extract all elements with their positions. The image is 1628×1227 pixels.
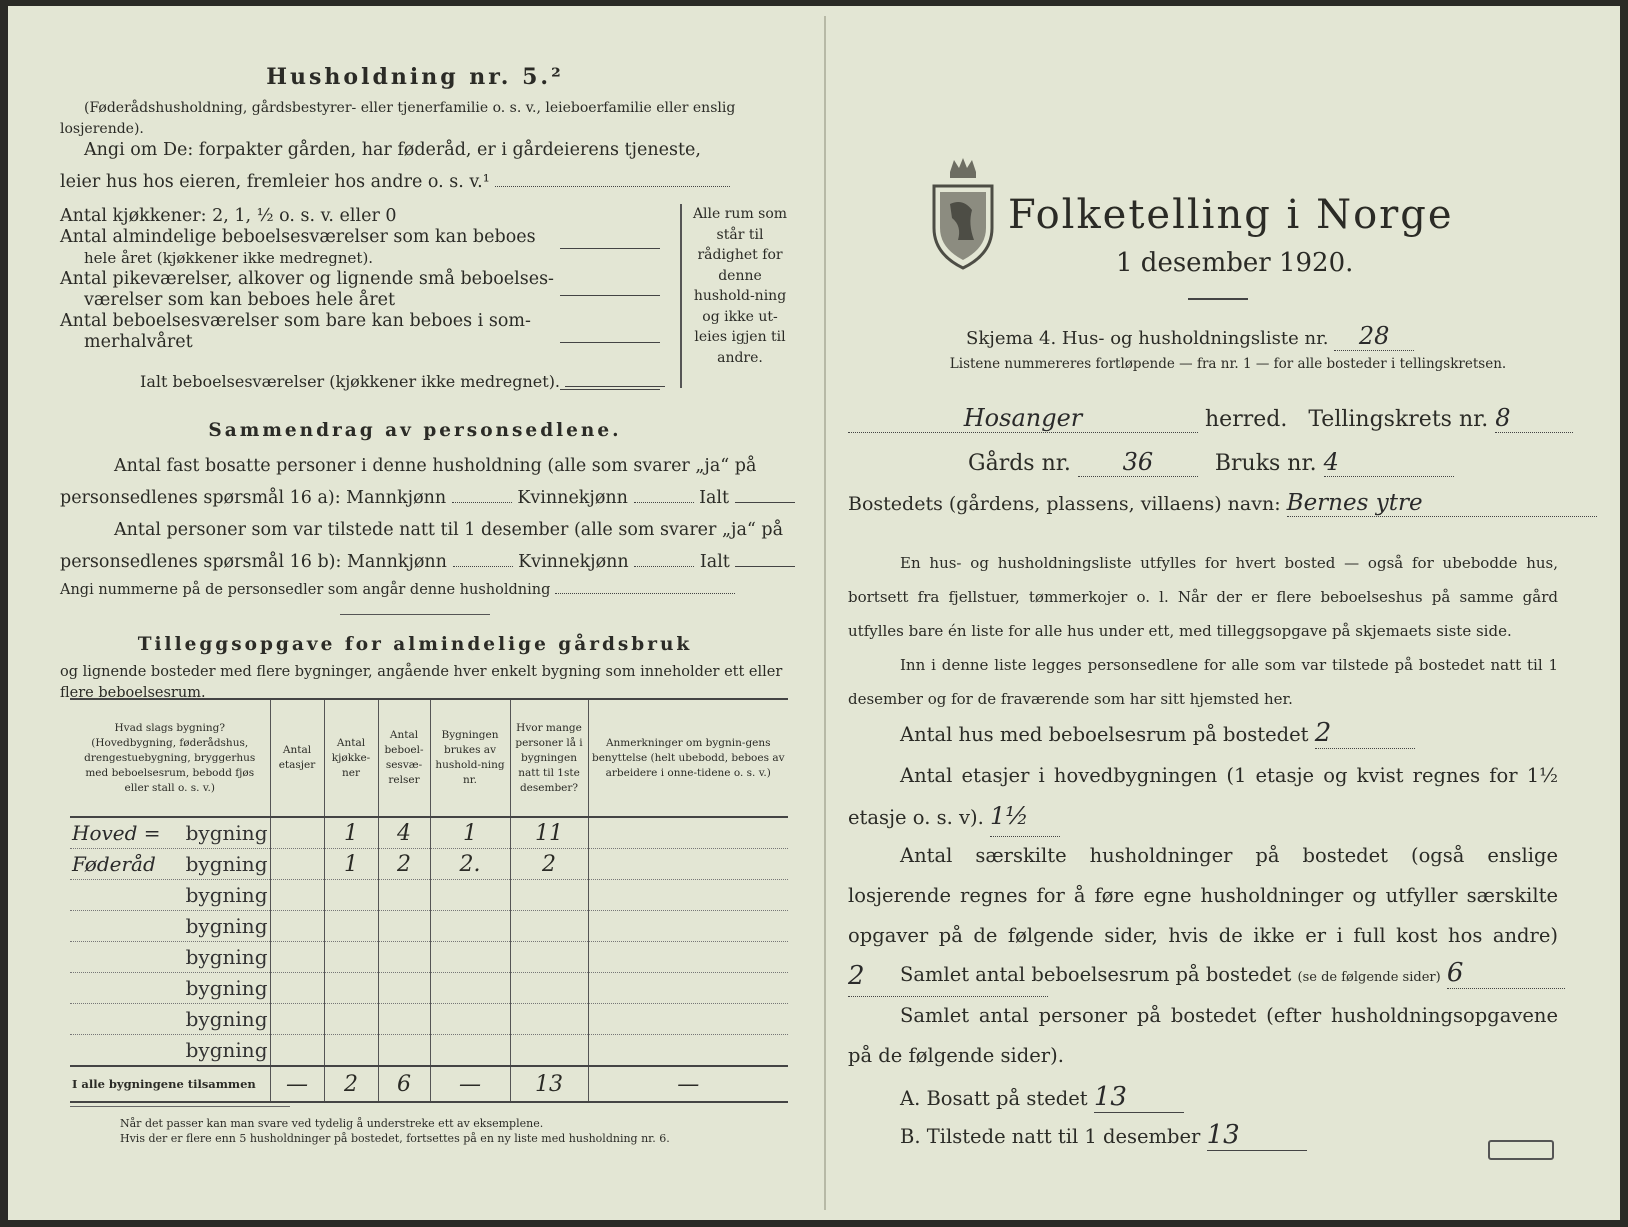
- a-row: [900, 1082, 1184, 1113]
- building-name-cell[interactable]: [70, 942, 270, 973]
- households-label: Antal særskilte husholdninger på bostedet (også enslige losjerende regnes for å føre egne husholdninger og utfyller særskilte opgaver på de følgende sider, hvis de ikke er i full kost hos andre): [848, 844, 1558, 947]
- building-rows: [70, 817, 788, 1102]
- numbers-answer[interactable]: [555, 593, 735, 594]
- present-total[interactable]: [735, 566, 795, 567]
- bygning-label: bygning: [185, 1006, 268, 1031]
- footnote-divider: [70, 1106, 290, 1107]
- table-row: [70, 973, 788, 1004]
- schema-label: Skjema 4. Hus- og husholdningsliste nr.: [966, 328, 1329, 349]
- numbers-label: Angi nummerne på de personsedler som angår denne husholdning: [60, 582, 551, 598]
- household-cell[interactable]: [430, 1004, 510, 1035]
- household-title: Husholdning nr. 5.²: [266, 64, 564, 90]
- numbers-row: [60, 582, 735, 598]
- numbering-note: Listene nummereres fortløpende — fra nr. 1 — for alle bosteder i tellingskretsen.: [949, 356, 1507, 372]
- household-question-2: leier hus hos eieren, fremleier hos andre o. s. v.¹: [60, 172, 490, 192]
- resident-female[interactable]: [634, 502, 694, 503]
- instruction-2: Inn i denne liste legges personsedlene for alle som var tilstede på bostedet natt til 1 desember og for de fraværende som har sitt hjemsted her.: [848, 656, 1558, 708]
- floors-cell[interactable]: [270, 942, 324, 973]
- resident-total-label: Ialt: [699, 488, 730, 508]
- resident-total[interactable]: [735, 502, 795, 503]
- floors-value[interactable]: 1½: [990, 796, 1060, 837]
- col-persons: Hvor mange personer lå i bygningen natt til 1ste desember?: [510, 699, 588, 817]
- note-cell[interactable]: [588, 849, 788, 880]
- rooms-cell[interactable]: [378, 1004, 430, 1035]
- rooms-total-row: [140, 372, 665, 391]
- floors-label: Antal etasjer i hovedbygningen (1 etasje og kvist regnes for 1½ etasje o. s. v).: [848, 764, 1558, 829]
- bygning-label: bygning: [185, 944, 268, 969]
- houses-row: [900, 718, 1415, 749]
- kitchens-cell[interactable]: 1: [324, 849, 378, 880]
- household-cell[interactable]: [430, 942, 510, 973]
- summary-block: [60, 450, 800, 578]
- left-page: [30, 16, 800, 1206]
- bygning-label: bygning: [185, 975, 268, 1000]
- total-floors[interactable]: —: [270, 1066, 324, 1102]
- printer-stamp-icon: [1488, 1140, 1554, 1160]
- table-row: [70, 942, 788, 973]
- houses-label: Antal hus med beboelsesrum på bostedet: [900, 723, 1309, 746]
- total-household[interactable]: —: [430, 1066, 510, 1102]
- rooms3-label-a: Antal beboelsesværelser som bare kan beboes i som-: [60, 311, 531, 331]
- krets-label: Tellingskrets nr.: [1308, 407, 1489, 432]
- herred-row: [848, 404, 1573, 433]
- instruction-1: En hus- og husholdningsliste utfylles for hvert bosted — også for ubebodde hus, bortsett fra fjellstuer, tømmerkojer o. l. Når der er flere beboelseshus på samme gård utfylles bare én liste for alle hus under ett, med tilleggsopgave på skjemaets siste side.: [848, 554, 1558, 640]
- floors-cell[interactable]: [270, 973, 324, 1004]
- households-value[interactable]: 2: [848, 956, 1048, 997]
- footnote-2: Hvis der er flere enn 5 husholdninger på bostedet, fortsettes på en ny liste med husholdning nr. 6.: [120, 1132, 670, 1145]
- table-row: [70, 817, 788, 849]
- bygning-label: bygning: [185, 913, 268, 938]
- gards-row: [968, 448, 1454, 477]
- building-table: [70, 698, 788, 1103]
- building-name: Hoved =: [72, 820, 161, 845]
- household-answer-line[interactable]: [495, 186, 730, 187]
- col-kitchens: Antal kjøkke-ner: [324, 699, 378, 817]
- bygning-label: bygning: [185, 851, 268, 876]
- bruks-value[interactable]: 4: [1324, 448, 1454, 477]
- floors-cell[interactable]: [270, 849, 324, 880]
- summary-p2b-row: [60, 546, 800, 578]
- herred-value[interactable]: Hosanger: [848, 404, 1198, 433]
- col-household: Bygningen brukes av hushold-ning nr.: [430, 699, 510, 817]
- household-cell[interactable]: 1: [430, 817, 510, 849]
- rooms-total-answer[interactable]: [565, 386, 665, 387]
- present-female[interactable]: [634, 566, 694, 567]
- note-cell[interactable]: [588, 1004, 788, 1035]
- bosted-row: [848, 490, 1597, 517]
- gards-label: Gårds nr.: [968, 451, 1071, 476]
- rooms3-label-b: merhalvåret: [84, 332, 193, 352]
- building-name-cell[interactable]: [70, 973, 270, 1004]
- table-row: [70, 849, 788, 880]
- floors-cell[interactable]: [270, 817, 324, 849]
- houses-value[interactable]: 2: [1315, 718, 1415, 749]
- rooms-row: [900, 958, 1565, 989]
- note-cell[interactable]: [588, 1035, 788, 1067]
- rooms-cell[interactable]: [378, 1035, 430, 1067]
- kitchens-cell[interactable]: 1: [324, 817, 378, 849]
- note-cell[interactable]: [588, 817, 788, 849]
- table-row: [70, 1004, 788, 1035]
- herred-label: herred.: [1205, 407, 1288, 432]
- present-female-label: Kvinnekjønn: [518, 552, 629, 572]
- form-title: Folketelling i Norge: [1008, 192, 1454, 238]
- persons-cell[interactable]: [510, 942, 588, 973]
- page-fold: [824, 16, 826, 1210]
- schema-row: [966, 322, 1414, 351]
- bygning-label: bygning: [185, 882, 268, 907]
- persons-cell[interactable]: [510, 1004, 588, 1035]
- building-name-cell[interactable]: [70, 880, 270, 911]
- household-question-1: Angi om De: forpakter gården, har føderåd, er i gårdeierens tjeneste,: [84, 140, 701, 160]
- household-note: (Føderådshusholdning, gårdsbestyrer- eller tjenerfamilie o. s. v., leieboerfamilie eller enslig losjerende).: [60, 100, 736, 137]
- building-name-cell[interactable]: [70, 817, 270, 849]
- rooms1-label-a: Antal almindelige beboelsesværelser som kan beboes: [60, 227, 536, 247]
- bosted-value[interactable]: Bernes ytre: [1287, 490, 1597, 517]
- col-notes: Anmerkninger om bygnin-gens benyttelse (helt ubebodd, beboes av arbeidere i onne-tidene o. s. v.): [588, 699, 788, 817]
- kitchens-label: Antal kjøkkener: 2, 1, ½ o. s. v. eller 0: [60, 206, 397, 226]
- floors-cell[interactable]: [270, 911, 324, 942]
- rooms-value[interactable]: 6: [1447, 958, 1565, 989]
- household-cell[interactable]: [430, 973, 510, 1004]
- bygning-label: bygning: [185, 1037, 268, 1062]
- b-value[interactable]: 13: [1207, 1120, 1307, 1151]
- note-cell[interactable]: [588, 880, 788, 911]
- col-building-type: Hvad slags bygning? (Hovedbygning, føderådshus, drengestuebygning, bryggerhus med beboelsesrum, bebodd fjøs eller stall o. s. v.): [70, 699, 270, 817]
- note-cell[interactable]: [588, 973, 788, 1004]
- kitchens-cell[interactable]: [324, 911, 378, 942]
- rooms-cell[interactable]: [378, 880, 430, 911]
- present-total-label: Ialt: [699, 552, 730, 572]
- kitchens-cell[interactable]: [324, 942, 378, 973]
- bruks-label: Bruks nr.: [1214, 451, 1317, 476]
- summary-title: Sammendrag av personsedlene.: [208, 420, 622, 441]
- rooms-note: (se de følgende sider): [1297, 970, 1441, 985]
- summary-p1a: Antal fast bosatte personer i denne husholdning (alle som svarer „ja“ på: [114, 456, 757, 476]
- census-sheet: [8, 6, 1620, 1220]
- persons-cell[interactable]: 11: [510, 817, 588, 849]
- rooms2-label-b: værelser som kan beboes hele året: [84, 290, 395, 310]
- a-value[interactable]: 13: [1094, 1082, 1184, 1113]
- summary-p2b: personsedlenes spørsmål 16 b): Mannkjønn: [60, 552, 447, 572]
- household-cell[interactable]: [430, 911, 510, 942]
- note-cell[interactable]: [588, 911, 788, 942]
- krets-value[interactable]: 8: [1495, 404, 1573, 433]
- persons-cell[interactable]: [510, 1035, 588, 1067]
- persons-cell[interactable]: [510, 880, 588, 911]
- coat-of-arms-icon: [928, 154, 998, 272]
- household-question-2-row: [60, 172, 730, 192]
- household-cell[interactable]: 2.: [430, 849, 510, 880]
- footnotes: [120, 1116, 670, 1146]
- bygning-label: bygning: [185, 820, 268, 845]
- building-name-cell[interactable]: [70, 849, 270, 880]
- rooms-cell[interactable]: [378, 911, 430, 942]
- total-kitchens[interactable]: 2: [324, 1066, 378, 1102]
- persons-label: Samlet antal personer på bostedet (efter husholdningsopgavene på de følgende sider).: [848, 1004, 1558, 1067]
- rooms2-label-a: Antal pikeværelser, alkover og lignende små beboelses-: [60, 269, 554, 289]
- table-row: [70, 1035, 788, 1067]
- total-persons[interactable]: 13: [510, 1066, 588, 1102]
- summary-p2a: Antal personer som var tilstede natt til 1 desember (alle som svarer „ja“ på: [114, 520, 784, 540]
- summary-p1b-row: [60, 482, 800, 514]
- persons-cell[interactable]: [510, 911, 588, 942]
- building-name-cell[interactable]: [70, 1004, 270, 1035]
- note-cell[interactable]: [588, 942, 788, 973]
- form-date: 1 desember 1920.: [1116, 248, 1354, 278]
- summary-p1b: personsedlenes spørsmål 16 a): Mannkjønn: [60, 488, 447, 508]
- persons-cell[interactable]: [510, 973, 588, 1004]
- totals-row: [70, 1066, 788, 1102]
- rooms-label: Samlet antal beboelsesrum på bostedet: [900, 963, 1292, 986]
- kitchens-cell[interactable]: [324, 973, 378, 1004]
- floors-cell[interactable]: [270, 1004, 324, 1035]
- kitchens-answer[interactable]: [560, 227, 660, 249]
- rooms-answer-lines: [560, 227, 660, 394]
- divider: [340, 614, 490, 615]
- building-name-cell[interactable]: [70, 911, 270, 942]
- rooms2-answer[interactable]: [560, 300, 660, 343]
- kitchens-cell[interactable]: [324, 880, 378, 911]
- footnote-1: Når det passer kan man svare ved tydelig å understreke ett av eksemplene.: [120, 1117, 544, 1130]
- table-row: [70, 911, 788, 942]
- total-rooms[interactable]: 6: [378, 1066, 430, 1102]
- schema-nr[interactable]: 28: [1334, 322, 1414, 351]
- rooms-cell[interactable]: 2: [378, 849, 430, 880]
- right-page: [848, 16, 1608, 1206]
- household-cell[interactable]: [430, 880, 510, 911]
- rooms1-label-b: hele året (kjøkkener ikke medregnet).: [84, 249, 374, 267]
- rooms-cell[interactable]: [378, 942, 430, 973]
- rooms-cell[interactable]: [378, 973, 430, 1004]
- rooms-total-label: Ialt beboelsesværelser (kjøkkener ikke medregnet).: [140, 372, 561, 391]
- table-header-row: [70, 699, 788, 817]
- present-male[interactable]: [453, 566, 513, 567]
- resident-male[interactable]: [452, 502, 512, 503]
- floors-cell[interactable]: [270, 1035, 324, 1067]
- kitchens-cell[interactable]: [324, 1035, 378, 1067]
- kitchens-cell[interactable]: [324, 1004, 378, 1035]
- b-label: B. Tilstede natt til 1 desember: [900, 1125, 1201, 1148]
- rooms-cell[interactable]: 4: [378, 817, 430, 849]
- col-floors: Antal etasjer: [270, 699, 324, 817]
- side-note: Alle rum som står til rådighet for denne hushold-ning og ikke ut-leies igjen til andre.: [680, 204, 792, 388]
- title-divider: [1188, 298, 1248, 300]
- col-rooms: Antal beboel-sesvæ-relser: [378, 699, 430, 817]
- supplement-title: Tilleggsopgave for almindelige gårdsbruk: [137, 634, 693, 655]
- supplement-text: og lignende bosteder med flere bygninger, angående hver enkelt bygning som inneholder ett eller flere beboelsesrum.: [60, 664, 783, 701]
- total-note[interactable]: —: [588, 1066, 788, 1102]
- a-label: A. Bosatt på stedet: [900, 1087, 1088, 1110]
- floors-block: [848, 756, 1558, 838]
- gards-value[interactable]: 36: [1078, 448, 1198, 477]
- building-name-cell[interactable]: [70, 1035, 270, 1067]
- rooms1-answer[interactable]: [560, 253, 660, 296]
- persons-cell[interactable]: 2: [510, 849, 588, 880]
- resident-female-label: Kvinnekjønn: [517, 488, 628, 508]
- b-row: [900, 1120, 1307, 1151]
- floors-cell[interactable]: [270, 880, 324, 911]
- household-cell[interactable]: [430, 1035, 510, 1067]
- building-name: Føderåd: [72, 851, 156, 876]
- totals-label: I alle bygningene tilsammen: [70, 1066, 270, 1102]
- bosted-label: Bostedets (gårdens, plassens, villaens) navn:: [848, 493, 1281, 515]
- table-row: [70, 880, 788, 911]
